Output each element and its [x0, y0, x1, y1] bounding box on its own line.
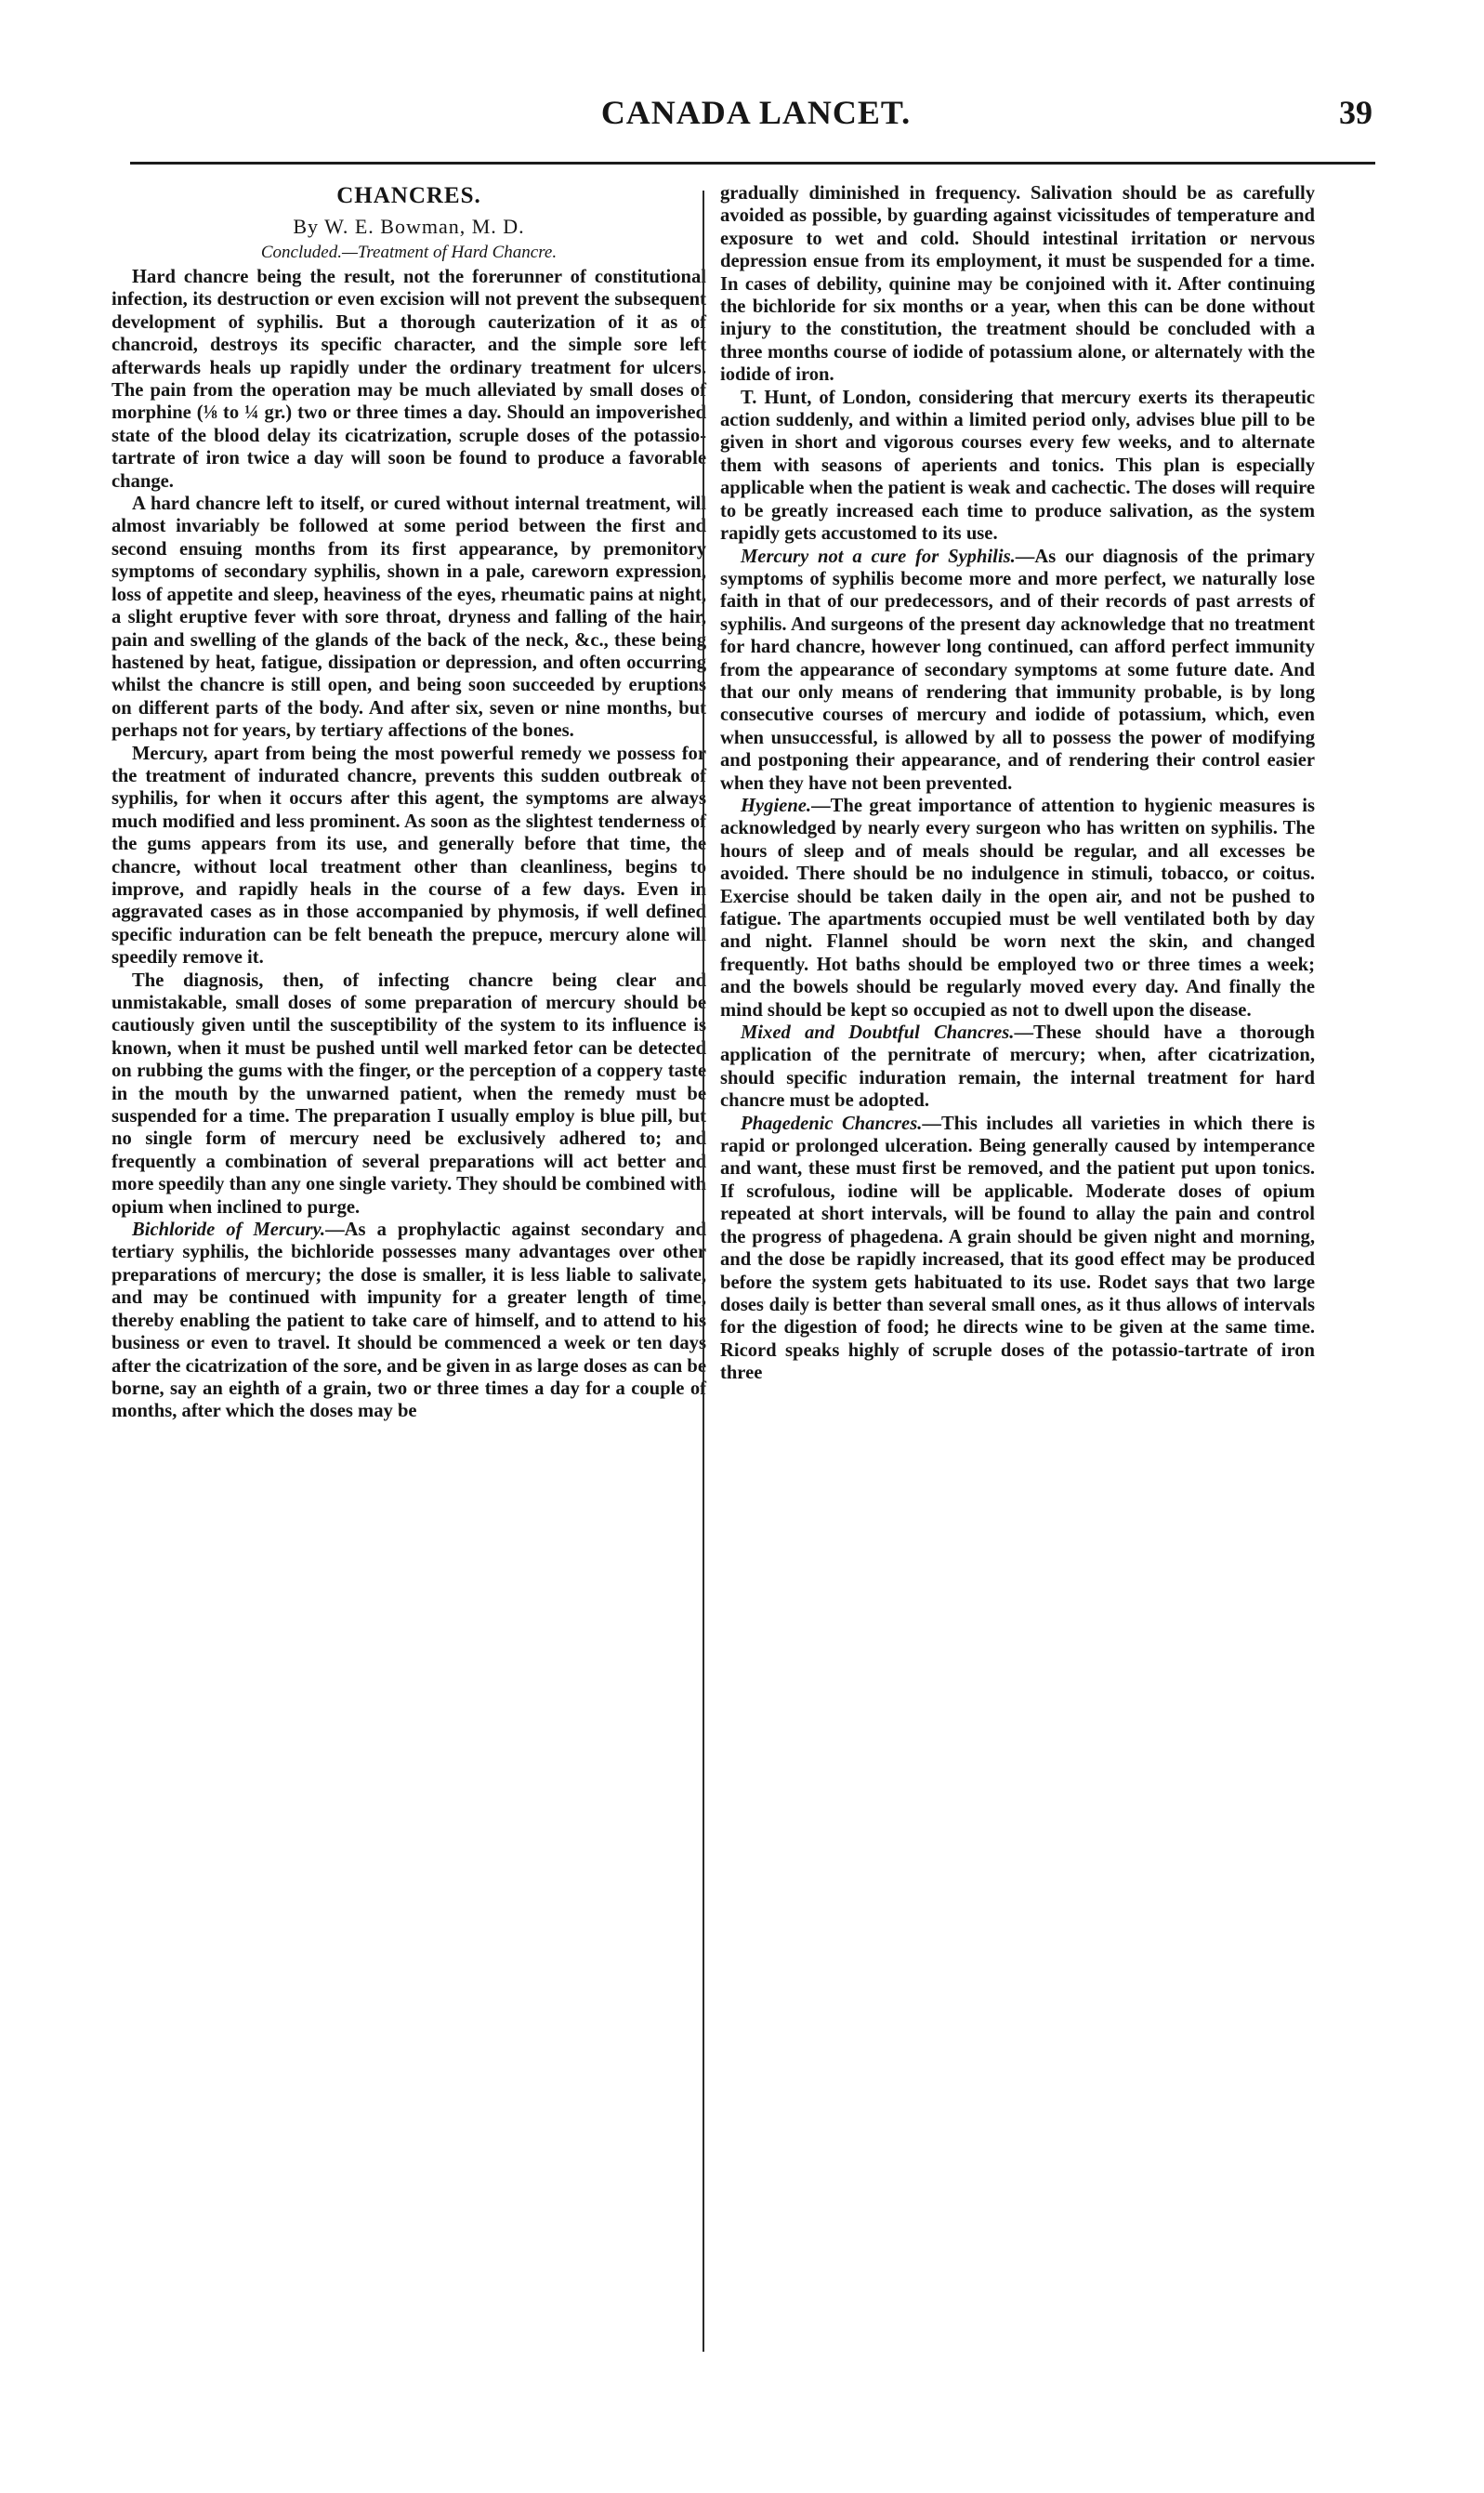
article-title: CHANCRES.: [336, 183, 481, 208]
paragraph: [720, 1113, 1315, 1385]
running-head: [139, 93, 1372, 141]
article-subtitle: Concluded.—Treatment of Hard Chancre.: [260, 243, 558, 262]
paragraph-text: —This includes all varieties in which there is rapid or prolonged ulceration. Being generally caused by intemperance and want, these must first be removed, and the patient put upon tonics. If scrofulous, iodine will be applicable. Moderate doses of opium repeated at short intervals, will be found to allay the pain and control the progress of phagedena. A grain should be given night and morning, and the dose be rapidly increased, that its good effect may be produced before the system gets habituated to its use. Rodet says that two large doses daily is better than several small ones, as it thus allows of intervals for the digestion of food; he directs wine to be given at the same time. Ricord speaks highly of scruple doses of the potassio-tartrate of iron three: [720, 1113, 1315, 1384]
paragraph-run-in-heading: Bichloride of Mercury.: [132, 1220, 326, 1241]
paragraph: [720, 546, 1315, 795]
article-byline: By W. E. Bowman, M. D.: [293, 215, 525, 238]
header-rule: [130, 162, 1375, 165]
paragraph-text: —These should have a thorough application of the pernitrate of mercury; when, after cicatrization, should specific induration remain, the internal treatment for hard chancre must be adopted.: [720, 1022, 1315, 1112]
paragraph-run-in-heading: Hygiene.: [741, 795, 812, 816]
journal-title: CANADA LANCET.: [600, 94, 912, 131]
paragraph: [720, 1022, 1315, 1113]
paragraph: [112, 1219, 706, 1423]
paragraph: A hard chancre left to itself, or cured without internal treatment, will almost invariably be followed at some period between the first and second ensuing months from its first appearance, by premonitory symptoms of secondary syphilis, shown in a pale, careworn expression, loss of appetite and sleep, heaviness of the eyes, rheumatic pains at night, a slight eruptive fever with sore throat, dryness and falling of the hair, pain and swelling of the glands of the back of the neck, &c., these being hastened by heat, fatigue, dissipation or depression, and often occurring whilst the chancre is still open, and being soon succeeded by eruptions on different parts of the body. And after six, seven or nine months, but perhaps not for years, by tertiary affections of the bones.: [112, 494, 706, 742]
paragraph: gradually diminished in frequency. Salivation should be as carefully avoided as possible, by guarding against vicissitudes of temperature and exposure to wet and cold. Should intestinal irritation or nervous depression ensue from its employment, it must be suspended for a time. In cases of debility, quinine may be conjoined with it. After continuing the bichloride for six months or a year, when this can be done without injury to the constitution, the treatment should be concluded with a three months course of iodide of potassium alone, or alternately with the iodide of iron.: [720, 183, 1315, 386]
right-column: [720, 182, 1315, 1385]
paragraph: Mercury, apart from being the most powerful remedy we possess for the treatment of indurated chancre, prevents this sudden outbreak of syphilis, for when it occurs after this agent, the symptoms are always much modified and less prominent. As soon as the slightest tenderness of the gums appears from its use, and generally before that time, the chancre, without local treatment other than cleanliness, begins to improve, and rapidly heals in the course of a few days. Even in aggravated cases as in those accompanied by phymosis, if well defined specific induration can be felt beneath the prepuce, mercury alone will speedily remove it.: [112, 743, 706, 969]
paragraph-text: —The great importance of attention to hygienic measures is acknowledged by nearly every surgeon who has written on syphilis. The hours of sleep and of meals should be regular, and all excesses be avoided. There should be no indulgence in stimuli, tobacco, or coitus. Exercise should be taken daily in the open air, and not be pushed to fatigue. The apartments occupied must be well ventilated both by day and night. Flannel should be worn next the skin, and changed frequently. Hot baths should be employed two or three times a week; and the bowels should be regularly moved every day. And finally the mind should be kept so occupied as not to dwell upon the disease.: [720, 795, 1315, 1021]
paragraph-run-in-heading: Mixed and Doubtful Chancres.: [741, 1022, 1015, 1044]
paragraph: T. Hunt, of London, considering that mercury exerts its therapeutic action suddenly, and within a limited period only, advises blue pill to be given in short and vigorous courses every few weeks, and to alternate them with seasons of aperients and tonics. This plan is especially applicable when the patient is weak and cachectic. The doses will require to be greatly increased each time to produce salivation, as the system rapidly gets accustomed to its use.: [720, 387, 1315, 545]
paragraph-run-in-heading: Phagedenic Chancres.: [741, 1113, 923, 1134]
column-divider: [703, 191, 704, 2352]
paragraph: The diagnosis, then, of infecting chancre being clear and unmistakable, small doses of some preparation of mercury should be cautiously given until the susceptibility of the system to its influence is known, when it must be pushed until well marked fetor can be detected on rubbing the gums with the finger, or the perception of a coppery taste in the mouth by the unwarned patient, when the remedy must be suspended for a time. The preparation I usually employ is blue pill, but no single form of mercury need be exclusively adhered to; and frequently a combination of several preparations will act better and more speedily than any one single variety. They should be combined with opium when inclined to purge.: [112, 970, 707, 1218]
paragraph: Hard chancre being the result, not the forerunner of constitutional infection, its destruction or even excision will not prevent the subsequent development of syphilis. But a thorough cauterization of it as of chancroid, destroys its specific character, and the simple sore left afterwards heals up rapidly under the ordinary treatment for ulcers. The pain from the operation may be much alleviated by small doses of morphine (⅛ to ¼ gr.) two or three times a day. Should an impoverished state of the blood delay its cicatrization, scruple doses of the potassio-tartrate of iron twice a day will soon be found to produce a favorable change.: [112, 267, 706, 492]
left-column: [112, 182, 706, 1423]
paragraph-text: —As our diagnosis of the primary symptoms of syphilis become more and more perfect, we naturally lose faith in that of our predecessors, and of their records of past arrests of syphilis. And surgeons of the present day acknowledge that no treatment for hard chancre, however long continued, can afford perfect immunity from the appearance of secondary symptoms at some future date. And that our only means of rendering that immunity probable, is by long consecutive courses of mercury and iodide of potassium, which, even when unsuccessful, is allowed by all to possess the power of modifying and postponing their appearance, and of rendering their control easier when they have not been prevented.: [720, 546, 1315, 794]
paragraph: [720, 795, 1315, 1022]
page-number: 39: [1339, 94, 1372, 131]
paragraph-text: —As a prophylactic against secondary and tertiary syphilis, the bichloride possesses many advantages over other preparations of mercury; the dose is smaller, it is less liable to salivate, and may be continued with impunity for a greater length of time, thereby enabling the patient to take care of himself, and to attend to his business or even to travel. It should be commenced a week or ten days after the cicatrization of the sore, and be given in as large doses as can be borne, say an eighth of a grain, two or three times a day for a couple of months, after which the doses may be: [112, 1220, 707, 1422]
paragraph-run-in-heading: Mercury not a cure for Syphilis.: [741, 546, 1016, 567]
